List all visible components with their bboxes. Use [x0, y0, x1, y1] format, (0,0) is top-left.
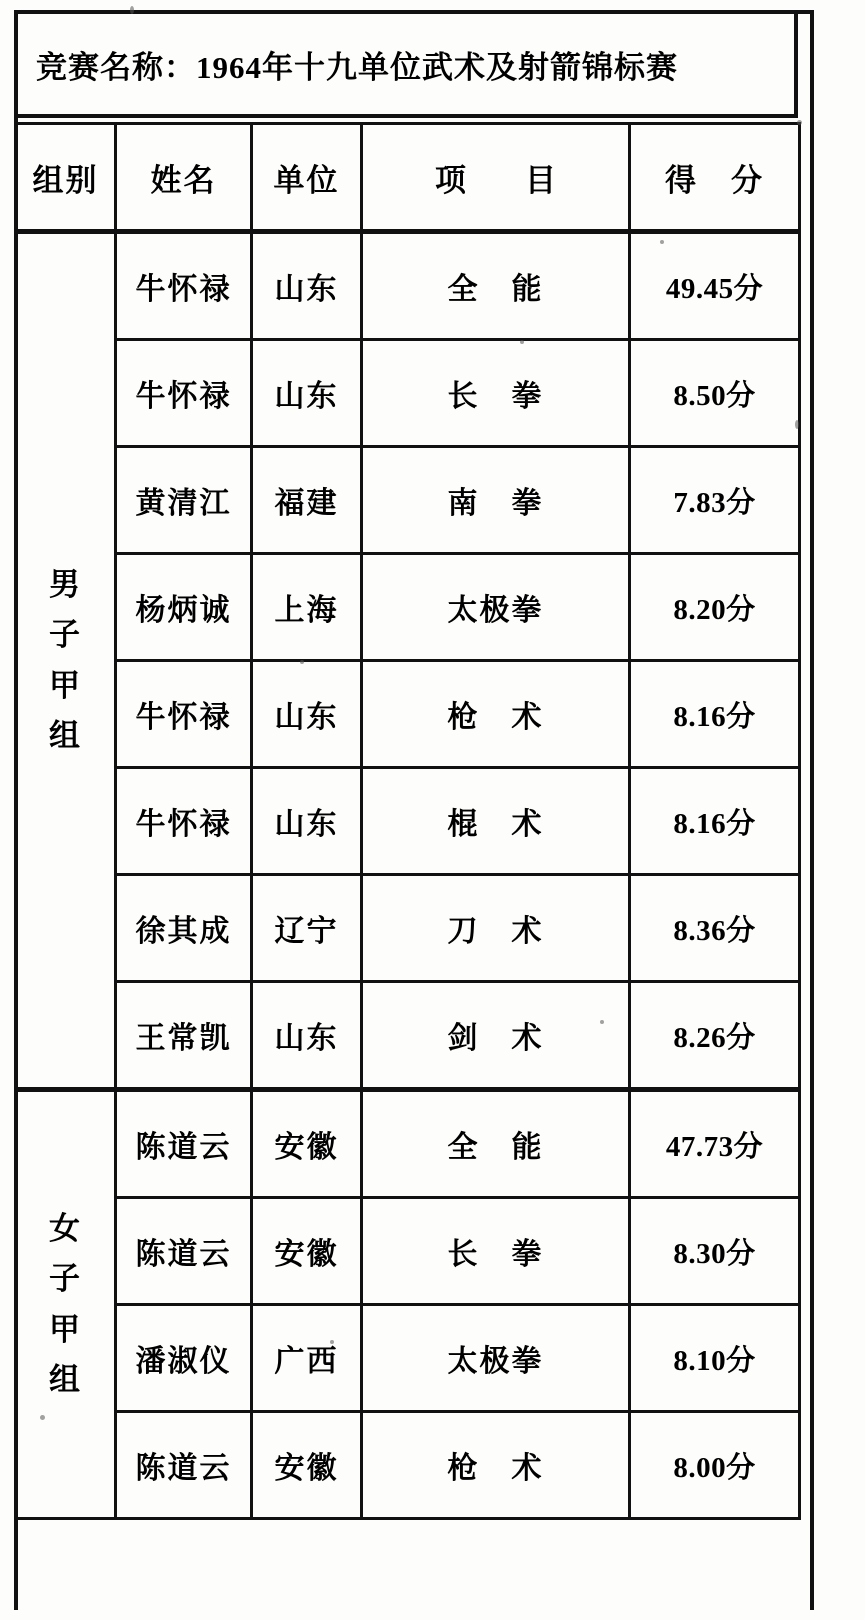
cell-unit: 山东: [252, 232, 362, 340]
cell-unit: 山东: [252, 982, 362, 1090]
table-row: [16, 1305, 800, 1412]
scan-speck: [795, 420, 799, 429]
cell-score: 8.36分: [630, 875, 800, 982]
scan-speck: [600, 1020, 604, 1024]
cell-name: 牛怀禄: [116, 768, 252, 875]
cell-event: 太极拳: [362, 1305, 630, 1412]
cell-score: 49.45分: [630, 232, 800, 340]
cell-unit: 广西: [252, 1305, 362, 1412]
group-char: 男: [49, 567, 82, 603]
cell-name: 杨炳诚: [116, 554, 252, 661]
cell-event: 枪 术: [362, 1412, 630, 1519]
scan-speck: [300, 660, 304, 664]
scan-speck: [40, 1415, 45, 1420]
cell-event: 全 能: [362, 232, 630, 340]
cell-unit: 山东: [252, 661, 362, 768]
header-name: 姓名: [116, 124, 252, 232]
cell-unit: 安徽: [252, 1090, 362, 1198]
table-row: [16, 661, 800, 768]
scan-speck: [130, 6, 134, 14]
table-row: [16, 1412, 800, 1519]
group-char: 甲: [49, 667, 82, 703]
cell-unit: 安徽: [252, 1198, 362, 1305]
scan-speck: [520, 340, 524, 344]
cell-event: 棍 术: [362, 768, 630, 875]
cell-score: 8.00分: [630, 1412, 800, 1519]
cell-unit: 山东: [252, 340, 362, 447]
cell-name: 王常凯: [116, 982, 252, 1090]
table-row: [16, 1090, 800, 1198]
competition-title-box: [14, 10, 798, 118]
cell-score: 8.50分: [630, 340, 800, 447]
scan-speck: [660, 240, 664, 244]
cell-score: 8.20分: [630, 554, 800, 661]
cell-event: 全 能: [362, 1090, 630, 1198]
cell-score: 7.83分: [630, 447, 800, 554]
cell-event: 刀 术: [362, 875, 630, 982]
table-row: [16, 340, 800, 447]
group-char: 组: [49, 1361, 82, 1397]
table-row: [16, 554, 800, 661]
cell-unit: 辽宁: [252, 875, 362, 982]
group-char: 女: [49, 1211, 82, 1247]
cell-score: 8.26分: [630, 982, 800, 1090]
competition-title: 竞赛名称：1964年十九单位武术及射箭锦标赛: [36, 49, 678, 85]
cell-unit: 福建: [252, 447, 362, 554]
cell-score: 8.16分: [630, 768, 800, 875]
cell-event: 长 拳: [362, 340, 630, 447]
group-label-female-a: [16, 1090, 116, 1519]
cell-score: 8.10分: [630, 1305, 800, 1412]
table-header: [16, 124, 800, 232]
cell-event: 枪 术: [362, 661, 630, 768]
cell-name: 黄清江: [116, 447, 252, 554]
cell-score: 8.30分: [630, 1198, 800, 1305]
cell-name: 陈道云: [116, 1090, 252, 1198]
header-event: 项 目: [362, 124, 630, 232]
cell-name: 陈道云: [116, 1198, 252, 1305]
table-body: [16, 232, 800, 1519]
cell-event: 长 拳: [362, 1198, 630, 1305]
header-row: [16, 124, 800, 232]
cell-name: 牛怀禄: [116, 661, 252, 768]
group-char: 子: [49, 617, 82, 653]
cell-name: 陈道云: [116, 1412, 252, 1519]
cell-unit: 安徽: [252, 1412, 362, 1519]
cell-event: 剑 术: [362, 982, 630, 1090]
cell-score: 8.16分: [630, 661, 800, 768]
cell-name: 牛怀禄: [116, 340, 252, 447]
cell-name: 牛怀禄: [116, 232, 252, 340]
header-unit: 单位: [252, 124, 362, 232]
table-row: [16, 875, 800, 982]
cell-name: 徐其成: [116, 875, 252, 982]
group-char: 子: [49, 1261, 82, 1297]
header-score: 得 分: [630, 124, 800, 232]
cell-unit: 上海: [252, 554, 362, 661]
table-row: [16, 1198, 800, 1305]
table-row: [16, 232, 800, 340]
group-label-male-a: [16, 232, 116, 1090]
cell-unit: 山东: [252, 768, 362, 875]
cell-name: 潘淑仪: [116, 1305, 252, 1412]
header-group: 组别: [16, 124, 116, 232]
cell-event: 太极拳: [362, 554, 630, 661]
scan-speck: [797, 120, 802, 125]
group-char: 甲: [49, 1311, 82, 1347]
table-row: [16, 982, 800, 1090]
scan-speck: [330, 1340, 334, 1344]
table-row: [16, 447, 800, 554]
cell-score: 47.73分: [630, 1090, 800, 1198]
group-char: 组: [49, 717, 82, 753]
table-row: [16, 768, 800, 875]
results-table: [14, 122, 801, 1520]
cell-event: 南 拳: [362, 447, 630, 554]
